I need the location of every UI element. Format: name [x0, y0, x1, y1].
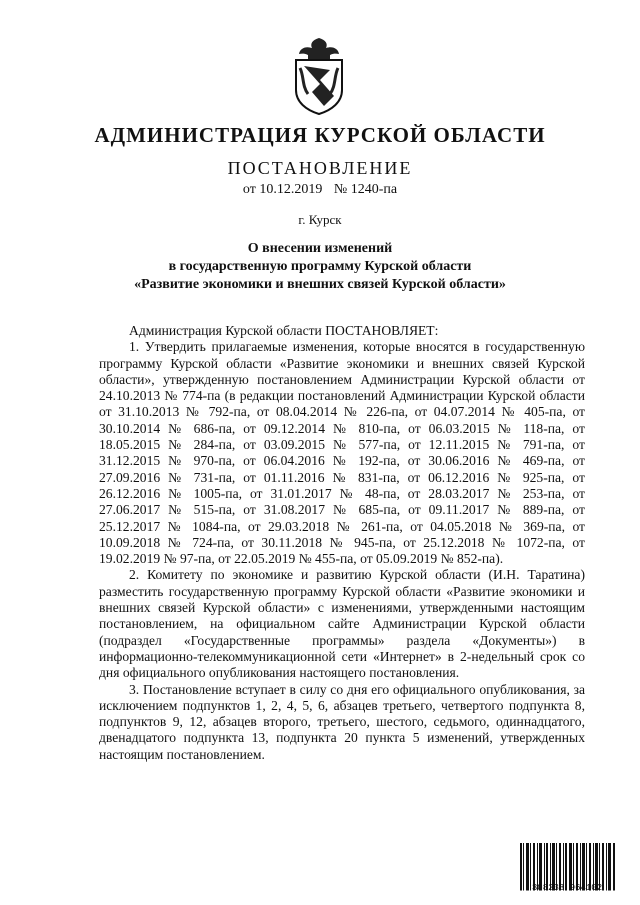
document-number: № 1240-па: [333, 182, 398, 197]
paragraph-1: 1. Утвердить прилагаемые изменения, которые вносятся в государственную программу Курской области «Развитие экономики и внешних связей Курской области», утвержденную постановлением Администрации Курской области от 24.10.2013 № 774-па (в редакции постановлений Администрации Курской области от 31.10.2013 № 792-па, от 08.04.2014 № 226-па, от 04.07.2014 № 405-па, от 30.10.2014 № 686-па, от 09.12.2014 № 810-па, от 06.03.2015 № 118-па, от 18.05.2015 № 284-па, от 03.09.2015 № 577-па, от 12.11.2015 № 791-па, от 31.12.2015 № 970-па, от 06.04.2016 № 192-па, от 30.06.2016 № 469-па, от 27.09.2016 № 731-па, от 01.11.2016 № 831-па, от 06.12.2016 № 925-па, от 26.12.2016 № 1005-па, от 31.01.2017 № 48-па, от 28.03.2017 № 253-па, от 27.06.2017 № 515-па, от 31.08.2017 № 685-па, от 09.11.2017 № 889-па, от 25.12.2017 № 1084-па, от 29.03.2018 № 261-па, от 04.05.2018 № 369-па, от 10.09.2018 № 724-па, от 30.11.2018 № 945-па, от 25.12.2018 № 1072-па, от 19.02.2019 № 97-па, от 22.05.2019 № 455-па, от 05.09.2019 № 852-па).: [99, 339, 585, 567]
document-date: от 10.12.2019: [242, 182, 323, 197]
resolution-intro: Администрация Курской области ПОСТАНОВЛЯЕТ:: [129, 323, 439, 338]
document-body: [99, 323, 585, 763]
coat-of-arms-icon: [290, 36, 348, 116]
document-city: г. Курск: [298, 212, 342, 227]
subject-line-2: в государственную программу Курской области: [168, 259, 472, 274]
barcode-number: 308238 964102: [531, 883, 603, 893]
subject-line-1: О внесении изменений: [247, 241, 393, 256]
paragraph-2: 2. Комитету по экономике и развитию Курской области (И.Н. Таратина) разместить государственную программу Курской области «Развитие экономики и внешних связей Курской области» с изменениями, утвержденными настоящим постановлением, на официальном сайте Администрации Курской области (подраздел «Государственные программы» раздела «Документы») в информационно-телекоммуникационной сети «Интернет» в 2-недельный срок со дня официального опубликования настоящего постановления.: [99, 567, 585, 681]
document-type: ПОСТАНОВЛЕНИЕ: [227, 158, 413, 178]
organization-title: АДМИНИСТРАЦИЯ КУРСКОЙ ОБЛАСТИ: [94, 123, 546, 147]
subject-line-3: «Развитие экономики и внешних связей Курской области»: [134, 277, 506, 292]
document-subject: [0, 240, 640, 294]
document-date-number: [0, 182, 640, 198]
paragraph-3: 3. Постановление вступает в силу со дня его официального опубликования, за исключением подпунктов 1, 2, 4, 5, 6, абзацев третьего, четвертого подпункта 8, подпунктов 9, 12, абзацев второго, третьего, шестого, седьмого, одиннадцатого, двенадцатого подпункта 13, подпункта 20 пункта 5 изменений, утвержденных настоящим постановлением.: [99, 681, 585, 762]
